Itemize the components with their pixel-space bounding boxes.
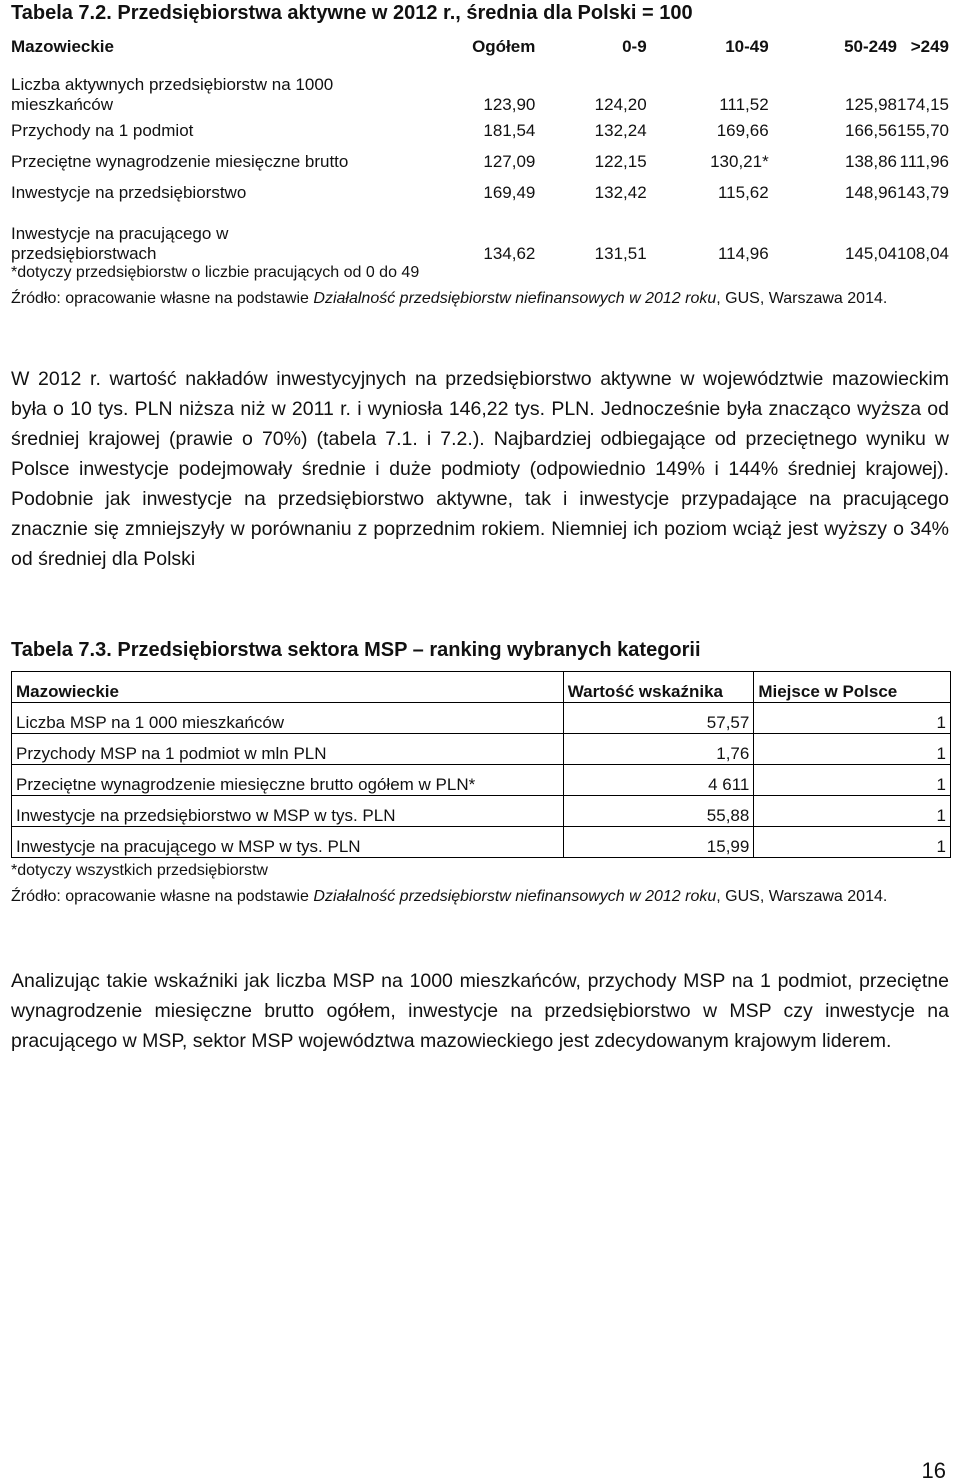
row-label: Inwestycje na przedsiębiorstwo w MSP w tys. PLN — [12, 796, 564, 827]
row-label-line: Liczba aktywnych przedsiębiorstw na 1000 — [11, 75, 334, 94]
table-7-3-source — [11, 884, 949, 910]
table-row — [11, 146, 949, 177]
row-label: Liczba MSP na 1 000 mieszkańców — [12, 703, 564, 734]
cell: 166,56 — [845, 120, 897, 140]
header-10-49: 10-49 — [725, 37, 769, 56]
header-place: Miejsce w Polsce — [754, 672, 951, 703]
cell: 108,04 — [897, 244, 949, 263]
cell: 124,20 — [594, 95, 647, 114]
table-7-2-title: Tabela 7.2. Przedsiębiorstwa aktywne w 2012 r., średnia dla Polski = 100 — [11, 2, 693, 24]
cell-value: 55,88 — [563, 796, 754, 827]
table-7-3-title: Tabela 7.3. Przedsiębiorstwa sektora MSP – ranking wybranych kategorii — [11, 639, 701, 661]
row-label: Przeciętne wynagrodzenie miesięczne brutto — [11, 151, 349, 171]
cell: 111,52 — [719, 95, 769, 114]
cell: 169,49 — [483, 182, 536, 202]
header-total: Ogółem — [472, 37, 536, 56]
table-7-2-footnote: *dotyczy przedsiębiorstw o liczbie pracujących od 0 do 49 — [11, 264, 420, 281]
header-region: Mazowieckie — [11, 37, 114, 56]
cell: 123,90 — [483, 95, 536, 114]
cell: 169,66 — [716, 120, 769, 140]
source-suffix: , GUS, Warszawa 2014. — [716, 290, 888, 307]
cell-place: 1 — [754, 796, 951, 827]
row-label — [11, 61, 377, 115]
table-7-2 — [11, 33, 949, 264]
header-249-plus: >249 — [910, 37, 949, 56]
cell: 122,15 — [594, 151, 647, 171]
cell: 132,42 — [594, 182, 647, 202]
source-title: Działalność przedsiębiorstw niefinansowych w 2012 roku — [313, 290, 717, 307]
row-label-line: Inwestycje na pracującego w — [11, 224, 229, 243]
table-row — [11, 177, 949, 208]
cell: 125,98 — [845, 95, 897, 114]
cell-value: 4 611 — [563, 765, 754, 796]
header-region: Mazowieckie — [12, 672, 564, 703]
page-number: 16 — [921, 1458, 946, 1483]
paragraph-investments: W 2012 r. wartość nakładów inwestycyjnych na przedsiębiorstwo aktywne w województwie mazowieckim była o 10 tys. PLN niższa niż w 2011 r. i wyniosła 146,22 tys. PLN. Jednocześnie była znacząco wyższa od średniej krajowej (prawie o 70%) (tabela 7.1. i 7.2.). Najbardziej odbiegające od przeciętnego wyniku w Polsce inwestycje podejmowały średnie i duże podmioty (odpowiednio 149% i 144% średniej krajowej). Podobnie jak inwestycje na przedsiębiorstwo aktywne, tak i inwestycje przypadające na pracującego znacznie się zmniejszyły w porównaniu z poprzednim rokiem. Niemniej ich poziom wciąż jest wyższy o 34% od średniej dla Polski — [11, 368, 949, 570]
table-header-row — [12, 672, 951, 703]
cell: 127,09 — [483, 151, 536, 171]
cell: 132,24 — [594, 120, 647, 140]
row-label: Inwestycje na przedsiębiorstwo — [11, 182, 247, 202]
source-title: Działalność przedsiębiorstw niefinansowych w 2012 roku — [313, 888, 717, 905]
cell: 111,96 — [899, 151, 949, 171]
cell-place: 1 — [754, 703, 951, 734]
header-value: Wartość wskaźnika — [563, 672, 754, 703]
cell-place: 1 — [754, 734, 951, 765]
cell-value: 1,76 — [563, 734, 754, 765]
row-label-line: mieszkańców — [11, 95, 114, 114]
table-7-2-source — [11, 286, 949, 312]
cell: 130,21* — [710, 151, 769, 171]
row-label-line: przedsiębiorstwach — [11, 244, 157, 263]
cell: 155,70 — [897, 120, 949, 140]
row-label: Przychody MSP na 1 podmiot w mln PLN — [12, 734, 564, 765]
source-prefix: Źródło: opracowanie własne na podstawie — [11, 290, 314, 307]
cell: 114,96 — [717, 244, 769, 263]
paragraph-summary: Analizując takie wskaźniki jak liczba MSP na 1000 mieszkańców, przychody MSP na 1 podmiot, przeciętne wynagrodzenie miesięczne brutto ogółem, inwestycje na przedsiębiorstwo w MSP czy inwestycje na pracującego w MSP, sektor MSP województwa mazowieckiego jest zdecydowanym krajowym liderem. — [11, 970, 949, 1052]
table-7-3-footnote: *dotyczy wszystkich przedsiębiorstw — [11, 862, 268, 879]
table-row — [11, 61, 949, 115]
table-row — [11, 208, 949, 264]
cell: 181,54 — [483, 120, 536, 140]
header-50-249: 50-249 — [844, 37, 897, 56]
table-7-3 — [11, 671, 951, 858]
row-label: Inwestycje na pracującego w MSP w tys. PLN — [12, 827, 564, 858]
table-header-row — [11, 33, 949, 61]
table-row — [12, 827, 951, 858]
cell-place: 1 — [754, 765, 951, 796]
cell: 174,15 — [897, 95, 949, 114]
source-prefix: Źródło: opracowanie własne na podstawie — [11, 888, 314, 905]
cell: 148,96 — [845, 182, 897, 202]
cell-place: 1 — [754, 827, 951, 858]
cell: 134,62 — [483, 244, 536, 263]
table-row — [12, 703, 951, 734]
cell: 115,62 — [717, 182, 769, 202]
cell-value: 57,57 — [563, 703, 754, 734]
table-row — [12, 796, 951, 827]
source-suffix: , GUS, Warszawa 2014. — [716, 888, 888, 905]
row-label: Przychody na 1 podmiot — [11, 120, 194, 140]
header-0-9: 0-9 — [622, 37, 647, 56]
table-row — [12, 734, 951, 765]
table-row — [12, 765, 951, 796]
table-row — [11, 115, 949, 146]
cell: 131,51 — [594, 244, 647, 263]
cell: 143,79 — [897, 182, 949, 202]
cell: 138,86 — [845, 151, 897, 171]
cell-value: 15,99 — [563, 827, 754, 858]
row-label: Przeciętne wynagrodzenie miesięczne brutto ogółem w PLN* — [12, 765, 564, 796]
cell: 145,04 — [845, 244, 897, 263]
row-label — [11, 208, 377, 264]
